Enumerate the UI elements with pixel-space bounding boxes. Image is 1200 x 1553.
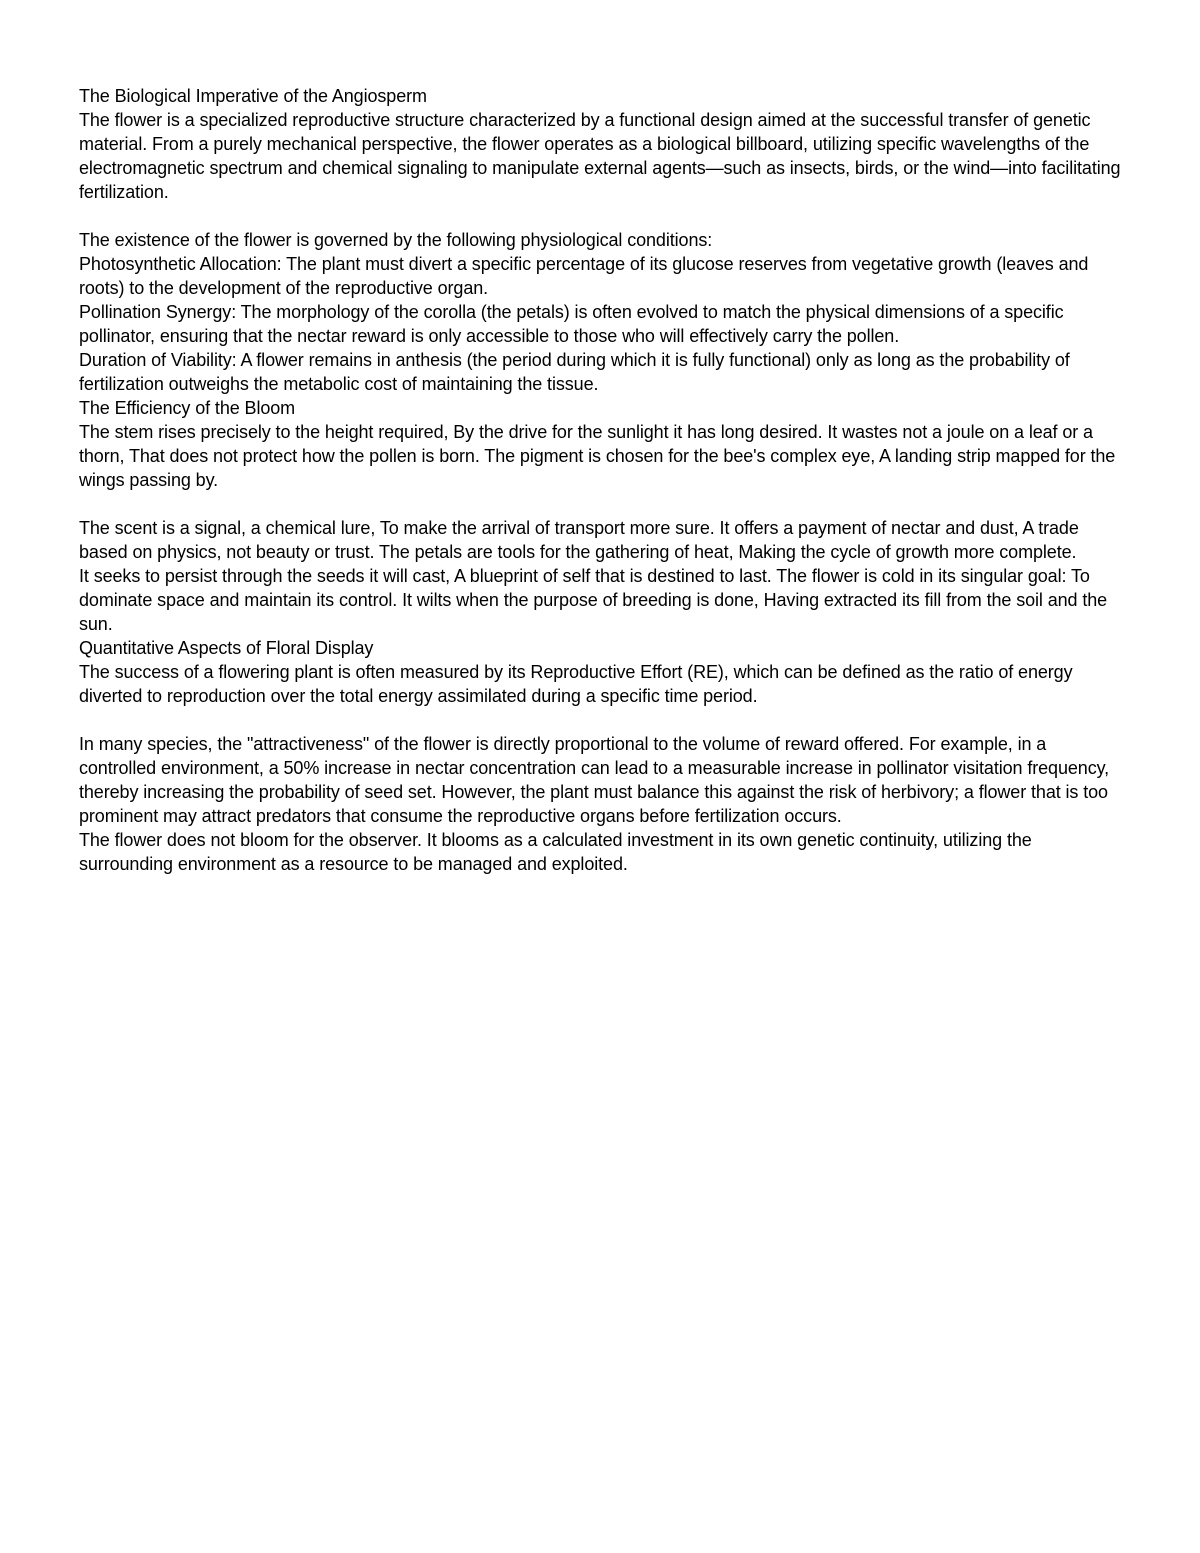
paragraph: It seeks to persist through the seeds it will cast, A blueprint of self that is destined to last. The flower is cold in its singular goal: To dominate space and maintain its control. It wilts when the purpose of breeding is done, Having extracted its fill from the soil and the sun.	[79, 566, 1108, 634]
paragraph: Pollination Synergy: The morphology of the corolla (the petals) is often evolved to match the physical dimensions of a specific pollinator, ensuring that the nectar reward is only accessible to those who will effectively carry the pollen.	[79, 302, 1064, 346]
section-efficiency-of-bloom	[79, 396, 1125, 492]
section-heading: The Biological Imperative of the Angiosperm	[79, 86, 427, 106]
paragraph: The flower does not bloom for the observer. It blooms as a calculated investment in its own genetic continuity, utilizing the surrounding environment as a resource to be managed and exploited.	[79, 830, 1032, 874]
paragraph: Duration of Viability: A flower remains in anthesis (the period during which it is fully functional) only as long as the probability of fertilization outweighs the metabolic cost of maintaining the tissue.	[79, 350, 1070, 394]
section-heading: Quantitative Aspects of Floral Display	[79, 638, 374, 658]
paragraph: In many species, the "attractiveness" of the flower is directly proportional to the volume of reward offered. For example, in a controlled environment, a 50% increase in nectar concentration can lead to a measurable increase in pollinator visitation frequency, thereby increasing the probability of seed set. However, the plant must balance this against the risk of herbivory; a flower that is too prominent may attract predators that consume the reproductive organs before fertilization occurs.	[79, 734, 1110, 826]
paragraph: The success of a flowering plant is often measured by its Reproductive Effort (RE), which can be defined as the ratio of energy diverted to reproduction over the total energy assimilated during a specific time period.	[79, 662, 1073, 706]
paragraph: The flower is a specialized reproductive structure characterized by a functional design aimed at the successful transfer of genetic material. From a purely mechanical perspective, the flower operates as a biological billboard, utilizing specific wavelengths of the electromagnetic spectrum and chemical signaling to manipulate external agents—such as insects, birds, or the wind—into facilitating fertilization.	[79, 110, 1121, 202]
paragraph: The stem rises precisely to the height required, By the drive for the sunlight it has long desired. It wastes not a joule on a leaf or a thorn, That does not protect how the pollen is born. The pigment is chosen for the bee's complex eye, A landing strip mapped for the wings passing by.	[79, 422, 1116, 490]
section-biological-imperative	[79, 84, 1125, 204]
section-heading: The Efficiency of the Bloom	[79, 398, 296, 418]
paragraph: Photosynthetic Allocation: The plant must divert a specific percentage of its glucose reserves from vegetative growth (leaves and roots) to the development of the reproductive organ.	[79, 254, 1089, 298]
document-page	[79, 84, 1125, 876]
paragraph: The scent is a signal, a chemical lure, To make the arrival of transport more sure. It offers a payment of nectar and dust, A trade based on physics, not beauty or trust. The petals are tools for the gathering of heat, Making the cycle of growth more complete.	[79, 518, 1079, 562]
paragraph: The existence of the flower is governed by the following physiological conditions:	[79, 230, 713, 250]
section-quantitative-aspects	[79, 636, 1125, 708]
